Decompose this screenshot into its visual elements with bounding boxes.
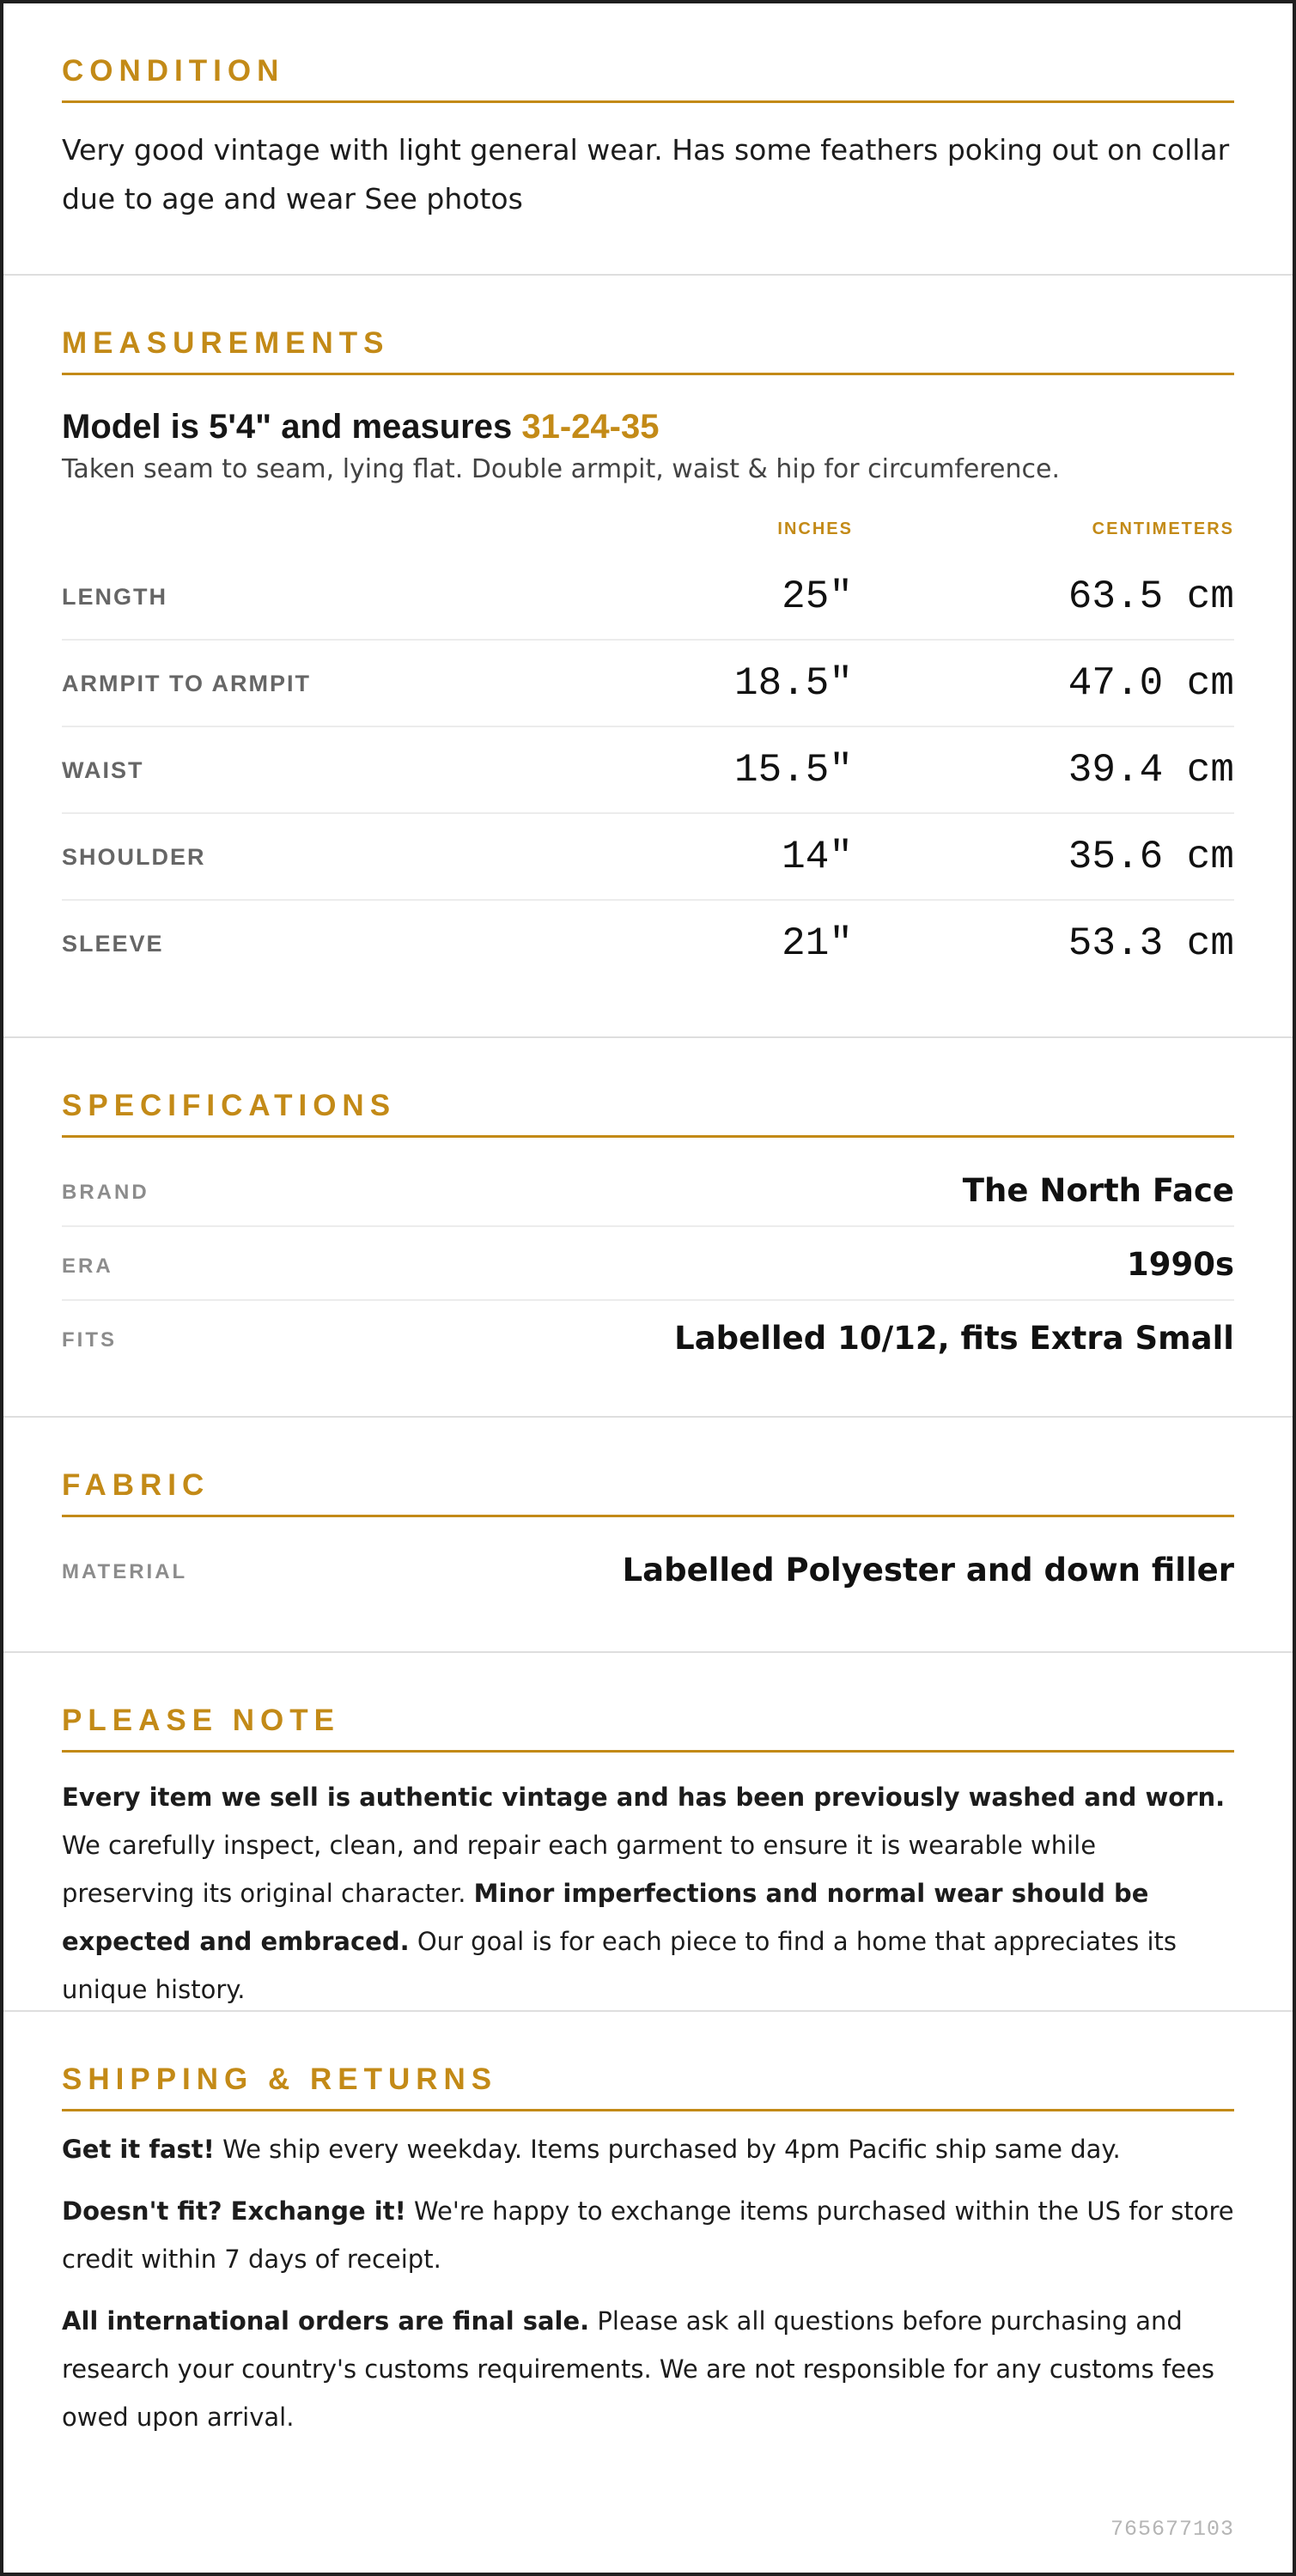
measurement-cm: 39.4 cm	[1068, 748, 1234, 793]
model-info	[62, 406, 1234, 447]
spec-value: 1990s	[1126, 1246, 1234, 1283]
measurement-inches: 15.5"	[733, 748, 853, 793]
measurement-cm: 35.6 cm	[1068, 835, 1234, 879]
measurement-inches: 14"	[782, 835, 853, 879]
measurements-subtitle: Taken seam to seam, lying flat. Double armpit, waist & hip for circumference.	[62, 454, 1061, 484]
exchange-bold: Doesn't fit? Exchange it!	[62, 2196, 406, 2226]
measurement-row-length	[62, 554, 1234, 641]
specifications-section	[3, 1038, 1293, 1418]
spec-row-brand	[62, 1153, 1234, 1227]
please-note-heading: PLEASE NOTE	[62, 1704, 1234, 1753]
measurement-label: WAIST	[62, 757, 144, 783]
shipping-bold: Get it fast!	[62, 2135, 215, 2164]
inches-column-header: INCHES	[777, 519, 853, 538]
spec-label: ERA	[62, 1255, 113, 1278]
condition-text: Very good vintage with light general wear. Has some feathers poking out on collar due to age and wear See photos	[62, 133, 1230, 216]
measurements-section	[3, 276, 1293, 1038]
measurements-heading: MEASUREMENTS	[62, 326, 1234, 375]
fabric-section	[3, 1418, 1293, 1653]
spec-value: Labelled Polyester and down filler	[622, 1552, 1234, 1589]
spec-label: MATERIAL	[62, 1560, 188, 1583]
international-bold: All international orders are final sale.	[62, 2306, 590, 2336]
spec-row-era	[62, 1227, 1234, 1301]
measurement-cm: 63.5 cm	[1068, 574, 1234, 619]
condition-heading: CONDITION	[62, 54, 1234, 103]
please-note-section	[3, 1653, 1293, 2012]
note-text-2: Our goal is for each piece to find a home that appreciates its unique history.	[62, 1927, 1177, 2004]
measurements-header-row	[62, 487, 1234, 554]
condition-section	[3, 3, 1293, 276]
exchange-paragraph	[62, 2187, 1234, 2283]
measurement-label: LENGTH	[62, 584, 167, 610]
international-paragraph	[62, 2297, 1234, 2441]
note-bold-1: Every item we sell is authentic vintage and has been previously washed and worn.	[62, 1783, 1226, 1812]
measurement-row-armpit	[62, 641, 1234, 727]
specifications-heading: SPECIFICATIONS	[62, 1089, 1234, 1138]
spec-value: Labelled 10/12, fits Extra Small	[674, 1320, 1234, 1357]
shipping-paragraph	[62, 2125, 1234, 2173]
measurement-label: SHOULDER	[62, 844, 206, 870]
international-text: Please ask all questions before purchasing and research your country's customs requirements. We are not responsible for any customs fees owed upon arrival.	[62, 2306, 1214, 2432]
spec-label: BRAND	[62, 1181, 149, 1204]
fabric-heading: FABRIC	[62, 1468, 1234, 1517]
please-note-text	[62, 1773, 1234, 2014]
measurement-inches: 21"	[782, 921, 853, 966]
measurement-label: SLEEVE	[62, 931, 164, 957]
exchange-text: We're happy to exchange items purchased within the US for store credit within 7 days of receipt.	[62, 2196, 1234, 2274]
shipping-returns-section	[3, 2012, 1293, 2499]
measurement-inches: 25"	[782, 574, 853, 619]
note-bold-2: Minor imperfections and normal wear should be expected and embraced.	[62, 1879, 1149, 1956]
measurement-inches: 18.5"	[733, 661, 853, 706]
spec-value: The North Face	[962, 1172, 1234, 1209]
measurement-cm: 47.0 cm	[1068, 661, 1234, 706]
specifications-list	[62, 1153, 1234, 1373]
fabric-list	[62, 1533, 1234, 1605]
model-measures: 31-24-35	[521, 408, 660, 446]
spec-row-fits	[62, 1301, 1234, 1373]
measurement-row-waist	[62, 727, 1234, 814]
measurement-label: ARMPIT TO ARMPIT	[62, 671, 311, 696]
shipping-returns-heading: SHIPPING & RETURNS	[62, 2063, 1234, 2111]
spec-row-material	[62, 1533, 1234, 1605]
measurement-cm: 53.3 cm	[1068, 921, 1234, 966]
measurement-row-sleeve	[62, 901, 1234, 986]
shipping-text: We ship every weekday. Items purchased by 4pm Pacific ship same day.	[214, 2135, 1121, 2164]
model-info-prefix: Model is 5'4" and measures	[62, 408, 522, 446]
product-id: 765677103	[1110, 2517, 1234, 2542]
shipping-returns-text	[62, 2125, 1234, 2441]
measurement-row-shoulder	[62, 814, 1234, 901]
spec-label: FITS	[62, 1328, 117, 1352]
note-text-1: We carefully inspect, clean, and repair each garment to ensure it is wearable while preserving its original character.	[62, 1831, 1097, 1908]
centimeters-column-header: CENTIMETERS	[1092, 519, 1234, 538]
